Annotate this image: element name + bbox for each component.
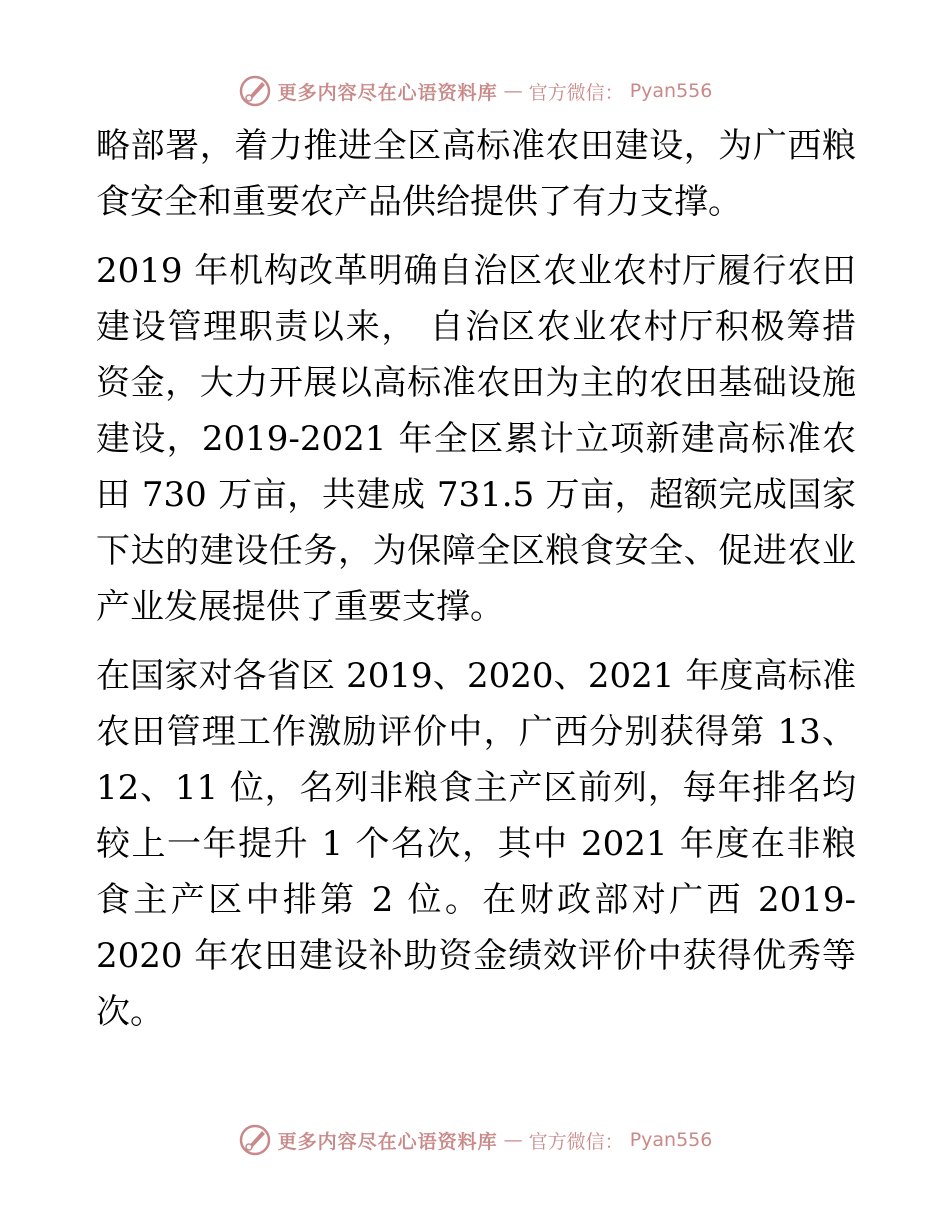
paragraph-2 [96,243,856,635]
text-line: 2020 年农田建设补助资金绩效评价中获得优秀等 [96,936,856,976]
text-line: 资金，大力开展以高标准农田为主的农田基础设施 [96,363,856,403]
paragraph-3 [96,648,856,1040]
text-line: 较上一年提升 1 个名次，其中 2021 年度在非粮 [96,824,856,864]
text-line: 食安全和重要农产品供给提供了有力支撑。 [96,182,742,222]
text-line: 食主产区中排第 2 位。在财政部对广西 2019- [96,880,856,920]
text-line: 2019 年机构改革明确自治区农业农村厅履行农田 [96,251,856,291]
watermark-dash: — [503,1129,523,1151]
watermark-site-text: 更多内容尽在心语资料库 [277,81,498,104]
text-line: 下达的建设任务，为保障全区粮食安全、促进农业 [96,531,856,571]
watermark-wechat-id: Pyan556 [629,80,713,102]
text-line: 农田管理工作激励评价中，广西分别获得第 13、 [96,712,856,752]
text-line: 田 730 万亩，共建成 731.5 万亩，超额完成国家 [96,475,856,515]
text-line: 建设管理职责以来， 自治区农业农村厅积极筹措 [96,307,856,347]
text-line: 12、11 位，名列非粮食主产区前列，每年排名均 [96,768,856,808]
footer-watermark [0,1120,950,1160]
text-line: 在国家对各省区 2019、2020、2021 年度高标准 [96,656,856,696]
watermark-dash: — [503,80,523,102]
watermark-wechat-id: Pyan556 [629,1129,713,1151]
quill-seal-logo-icon [238,1123,272,1157]
text-line: 略部署，着力推进全区高标准农田建设，为广西粮 [96,126,856,166]
text-line: 建设，2019-2021 年全区累计立项新建高标准农 [96,419,856,459]
header-watermark [0,71,950,111]
watermark-wechat-label: 官方微信： [528,81,624,104]
quill-seal-logo-icon [238,74,272,108]
paragraph-1 [96,118,856,230]
text-line: 次。 [96,992,164,1032]
document-body [96,118,856,1040]
watermark-wechat-label: 官方微信： [528,1130,624,1153]
text-line: 产业发展提供了重要支撑。 [96,587,504,627]
watermark-site-text: 更多内容尽在心语资料库 [277,1130,498,1153]
